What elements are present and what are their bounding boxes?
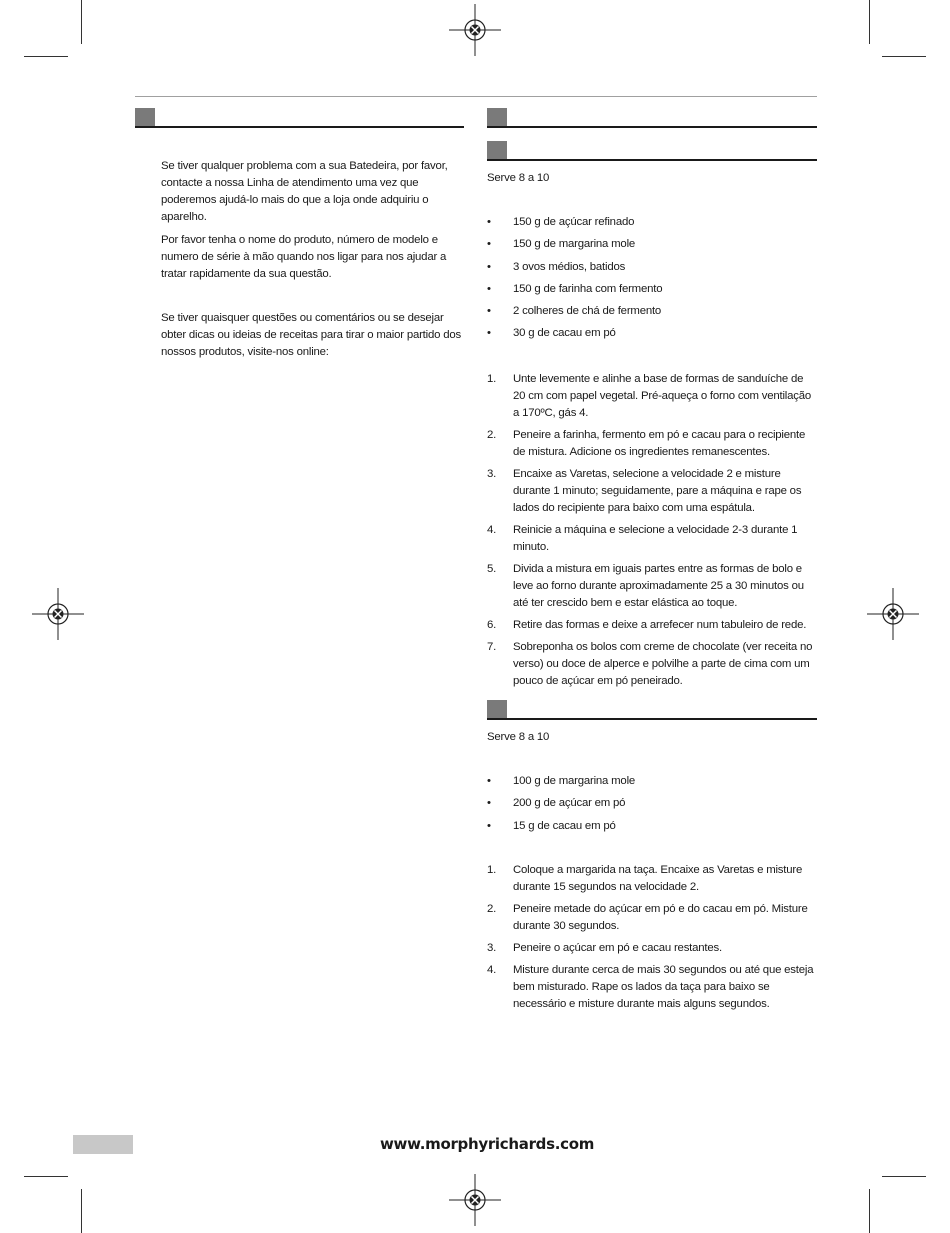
section-header-recipe2 bbox=[487, 700, 817, 720]
recipe1-serves: Serve 8 a 10 bbox=[487, 172, 550, 184]
section-header-rule bbox=[487, 126, 817, 128]
step-number: 3. bbox=[487, 942, 497, 954]
crop-mark bbox=[882, 56, 926, 57]
list-item bbox=[487, 371, 818, 422]
step-text: Reinicie a máquina e selecione a velocidade 2-3 durante 1 minuto. bbox=[513, 524, 798, 553]
ingredient-text: 2 colheres de chá de fermento bbox=[513, 305, 662, 318]
step-text: Retire das formas e deixe a arrefecer num tabuleiro de rede. bbox=[513, 619, 807, 631]
section-header-box bbox=[487, 141, 507, 161]
bullet: • bbox=[487, 260, 491, 273]
list-item bbox=[487, 561, 818, 612]
section-header-rule bbox=[487, 718, 817, 720]
step-text: Peneire o açúcar em pó e cacau restantes. bbox=[513, 942, 722, 954]
bullet: • bbox=[487, 216, 491, 228]
section-header-support bbox=[135, 108, 464, 128]
crop-mark bbox=[24, 56, 68, 57]
support-paragraph: Se tiver qualquer problema com a sua Batedeira, por favor, contacte a nossa Linha de atendimento uma vez que poderemos ajudá-lo mais do que a loja onde adquiriu o aparelho. bbox=[161, 160, 448, 223]
list-item bbox=[487, 818, 817, 840]
list-item bbox=[487, 940, 818, 957]
step-number: 5. bbox=[487, 563, 497, 575]
step-number: 1. bbox=[487, 864, 497, 876]
step-number: 1. bbox=[487, 373, 497, 385]
registration-mark-icon bbox=[449, 1174, 501, 1226]
list-item bbox=[487, 962, 818, 1013]
online-paragraph: Se tiver quaisquer questões ou comentários ou se desejar obter dicas ou ideias de receitas para tirar o maior partido dos nossos produtos, visite-nos online: bbox=[161, 312, 461, 358]
ingredient-text: 30 g de cacau em pó bbox=[513, 327, 616, 340]
ingredient-text: 150 g de açúcar refinado bbox=[513, 216, 635, 228]
list-item bbox=[487, 617, 818, 634]
recipe2-steps bbox=[487, 862, 818, 1013]
section-header-rule bbox=[135, 126, 464, 128]
list-item bbox=[487, 427, 818, 461]
crop-mark bbox=[24, 1176, 68, 1177]
bullet: • bbox=[487, 327, 491, 340]
step-number: 2. bbox=[487, 903, 497, 915]
registration-mark-icon bbox=[32, 588, 84, 640]
step-text: Coloque a margarida na taça. Encaixe as Varetas e misture durante 15 segundos na velocidade 2. bbox=[513, 864, 803, 893]
step-number: 2. bbox=[487, 429, 497, 441]
bullet: • bbox=[487, 305, 491, 318]
bullet: • bbox=[487, 238, 491, 251]
step-text: Sobreponha os bolos com creme de chocolate (ver receita no verso) ou doce de alperce e polvilhe a parte de cima com um pouco de açúcar em pó peneirado. bbox=[513, 641, 813, 687]
bullet: • bbox=[487, 282, 491, 295]
recipe2-ingredients bbox=[487, 773, 817, 840]
list-item bbox=[487, 259, 817, 281]
footer-website-link[interactable]: www.morphyrichards.com bbox=[380, 1135, 595, 1153]
crop-mark bbox=[81, 0, 82, 44]
step-number: 7. bbox=[487, 641, 497, 653]
step-text: Encaixe as Varetas, selecione a velocidade 2 e misture durante 1 minuto; seguidamente, pare a máquina e rape os lados do recipiente para baixo com uma espátula. bbox=[513, 468, 802, 514]
ingredient-text: 150 g de margarina mole bbox=[513, 238, 636, 251]
section-header-recipe1 bbox=[487, 141, 817, 161]
page-number-bar bbox=[73, 1135, 133, 1154]
ingredient-text: 15 g de cacau em pó bbox=[513, 819, 616, 832]
crop-mark bbox=[882, 1176, 926, 1177]
recipe2-serves: Serve 8 a 10 bbox=[487, 731, 550, 743]
list-item bbox=[487, 862, 818, 896]
list-item bbox=[487, 281, 817, 303]
step-text: Peneire a farinha, fermento em pó e cacau para o recipiente de mistura. Adicione os ingredientes remanescentes. bbox=[513, 429, 806, 458]
list-item bbox=[487, 325, 817, 347]
section-header-rule bbox=[487, 159, 817, 161]
list-item bbox=[487, 901, 818, 935]
step-number: 3. bbox=[487, 468, 497, 480]
list-item bbox=[487, 795, 817, 817]
ingredient-text: 200 g de açúcar em pó bbox=[513, 797, 626, 810]
recipe1-steps bbox=[487, 371, 818, 690]
step-text: Unte levemente e alinhe a base de formas de sanduíche de 20 cm com papel vegetal. Pré-aqueça o forno com ventilação a 170ºC, gás 4. bbox=[513, 373, 812, 419]
section-header-recipes bbox=[487, 108, 817, 128]
section-header-box bbox=[135, 108, 155, 128]
step-text: Peneire metade do açúcar em pó e do cacau em pó. Misture durante 30 segundos. bbox=[513, 903, 808, 932]
crop-mark bbox=[869, 1189, 870, 1233]
bullet: • bbox=[487, 775, 491, 787]
step-number: 6. bbox=[487, 619, 497, 631]
section-header-box bbox=[487, 108, 507, 128]
list-item bbox=[487, 773, 817, 795]
registration-mark-icon bbox=[449, 4, 501, 56]
registration-mark-icon bbox=[867, 588, 919, 640]
step-number: 4. bbox=[487, 964, 497, 976]
bullet: • bbox=[487, 819, 491, 832]
list-item bbox=[487, 466, 818, 517]
bullet: • bbox=[487, 797, 491, 810]
crop-mark bbox=[869, 0, 870, 44]
step-text: Misture durante cerca de mais 30 segundos ou até que esteja bem misturado. Rape os lados da taça para baixo se necessário e misture durante mais alguns segundos. bbox=[513, 964, 814, 1010]
list-item bbox=[487, 639, 818, 690]
list-item bbox=[487, 214, 817, 236]
recipe1-ingredients bbox=[487, 214, 817, 348]
step-number: 4. bbox=[487, 524, 497, 536]
ingredient-text: 150 g de farinha com fermento bbox=[513, 282, 663, 295]
step-text: Divida a mistura em iguais partes entre as formas de bolo e leve ao forno durante aproximadamente 25 a 30 minutos ou até ter crescido bem e estar elástica ao toque. bbox=[513, 563, 804, 609]
support-paragraph: Por favor tenha o nome do produto, número de modelo e numero de série à mão quando nos ligar para nos ajudar a tratar rapidamente da sua questão. bbox=[161, 234, 447, 280]
ingredient-text: 3 ovos médios, batidos bbox=[513, 260, 626, 273]
list-item bbox=[487, 522, 818, 556]
list-item bbox=[487, 303, 817, 325]
list-item bbox=[487, 236, 817, 258]
top-rule bbox=[135, 96, 817, 97]
ingredient-text: 100 g de margarina mole bbox=[513, 775, 636, 787]
section-header-box bbox=[487, 700, 507, 720]
crop-mark bbox=[81, 1189, 82, 1233]
